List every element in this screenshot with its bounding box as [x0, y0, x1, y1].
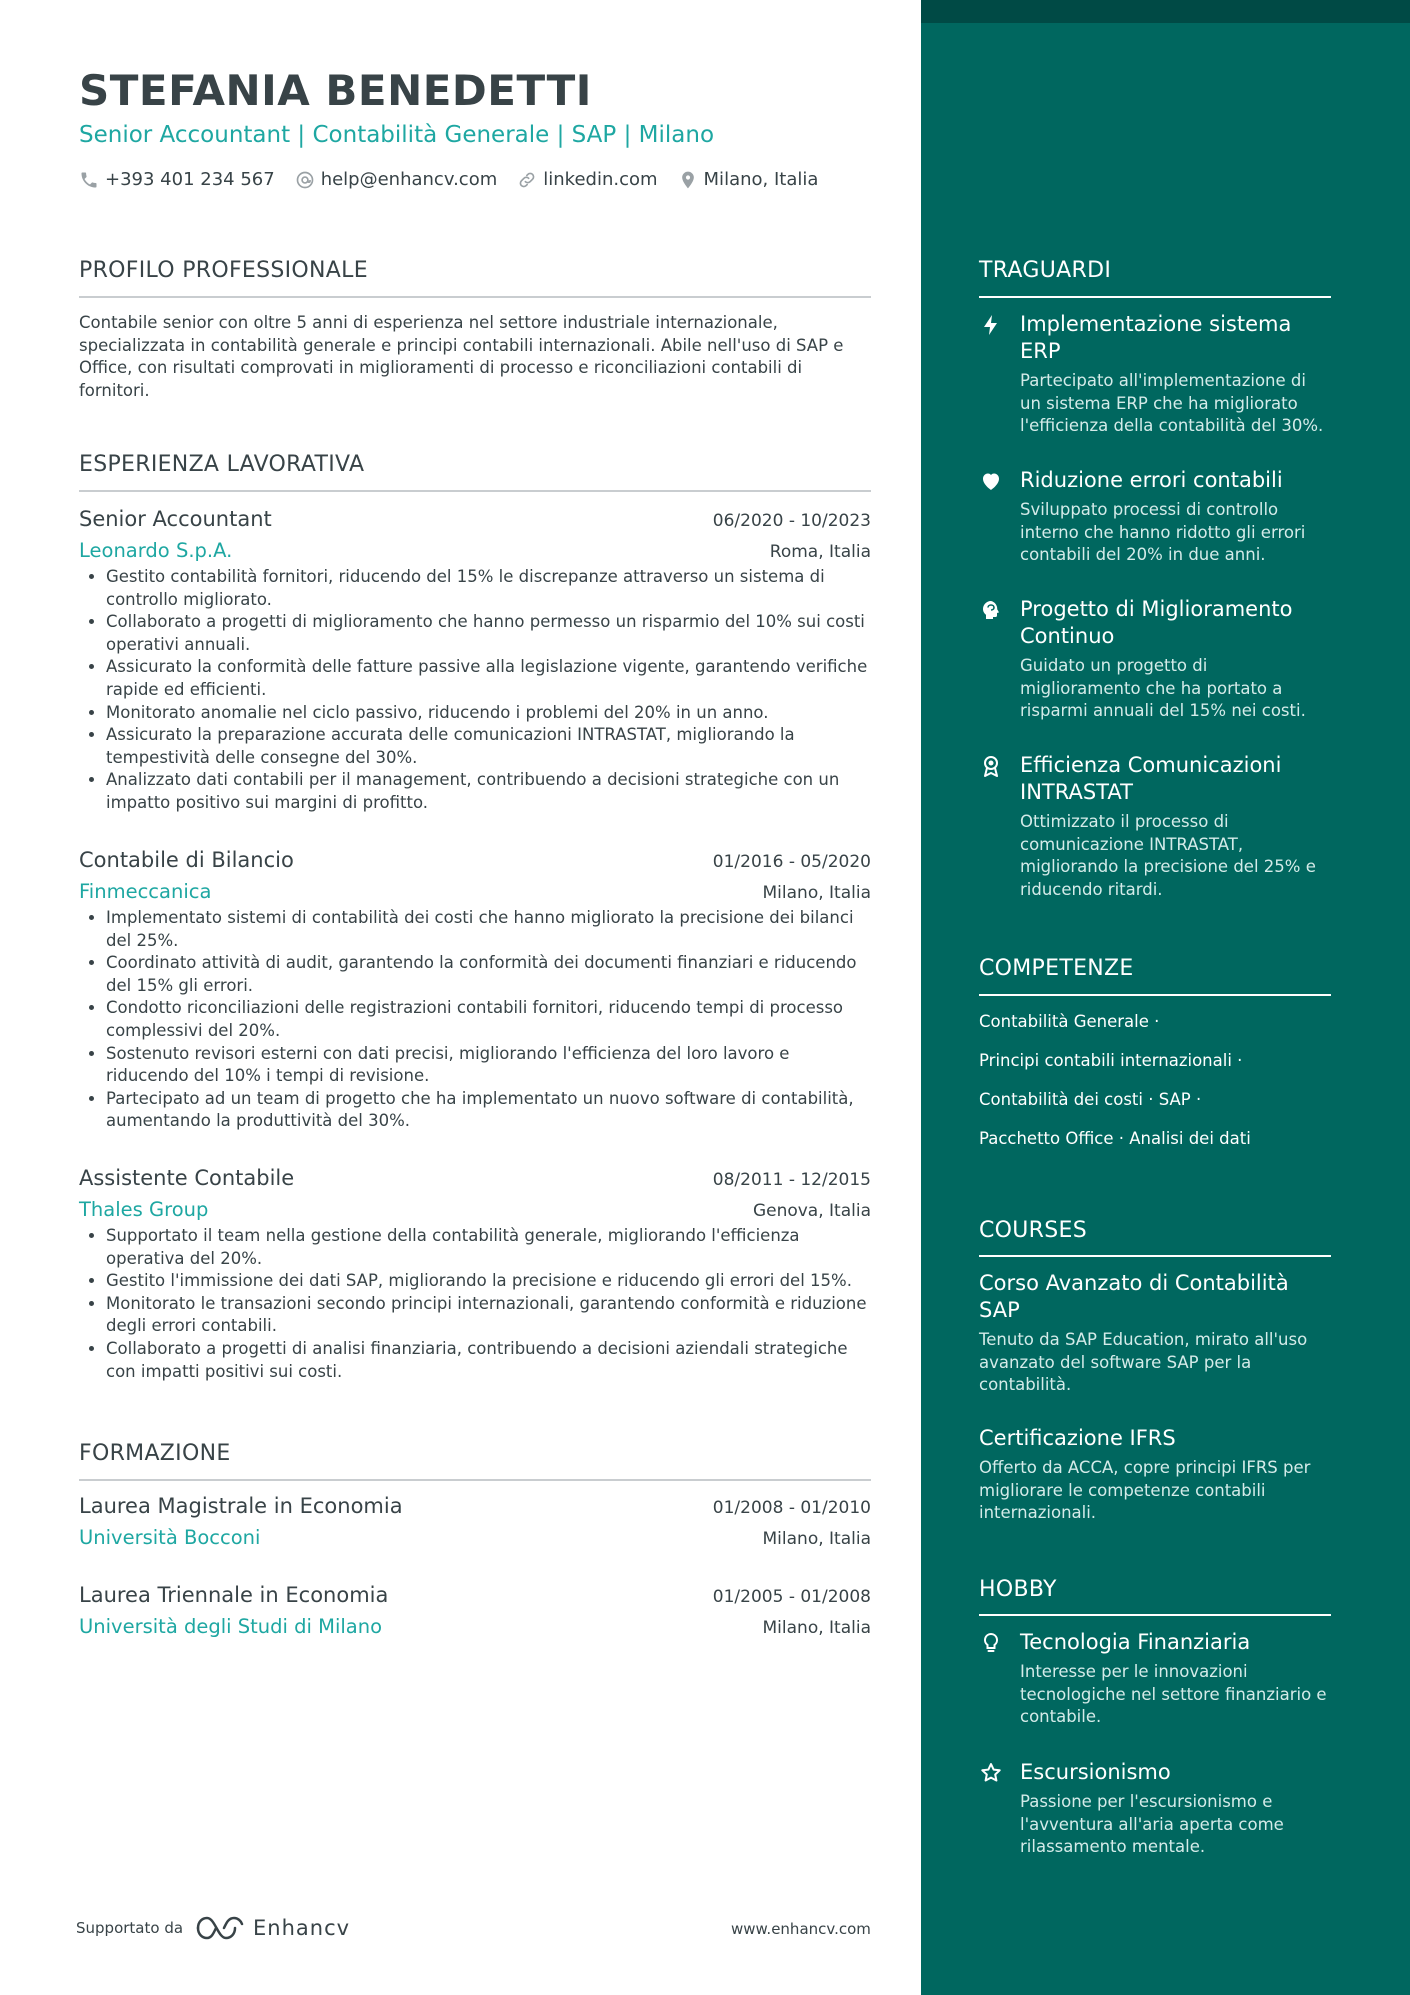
achievement-description: Sviluppato processi di controllo interno che hanno ridotto gli errori contabili del 20% in due anni. — [1020, 500, 1306, 565]
education-entry — [79, 1583, 871, 1638]
section-divider — [979, 1614, 1331, 1616]
job-dates: 01/2016 - 05/2020 — [712, 852, 871, 872]
sidebar — [921, 0, 1410, 1995]
job-entry — [79, 1166, 871, 1383]
section-title-education: FORMAZIONE — [79, 1441, 231, 1466]
website-link[interactable]: www.enhancv.com — [731, 1920, 871, 1938]
hobby-title: Tecnologia Finanziaria — [1020, 1630, 1251, 1654]
degree: Laurea Magistrale in Economia — [79, 1494, 403, 1518]
skill-line: Principi contabili internazionali · — [979, 1051, 1243, 1070]
job-bullets — [79, 1225, 871, 1383]
list-item: • Collaborato a progetti di miglioramento che hanno permesso un risparmio del 10% sui costi operativi annuali. — [106, 611, 871, 656]
achievement-title: Riduzione errori contabili — [1020, 468, 1283, 492]
list-item: • Coordinato attività di audit, garantendo la conformità dei documenti finanziari e riducendo del 15% gli errori. — [106, 952, 871, 997]
course-description: Offerto da ACCA, copre principi IFRS per migliorare le competenze contabili internazionali. — [979, 1458, 1311, 1523]
job-location: Genova, Italia — [752, 1201, 871, 1221]
powered-by-text: Supportato da — [76, 1919, 184, 1937]
list-item: • Supportato il team nella gestione della contabilità generale, migliorando l'efficienza operativa del 20%. — [106, 1225, 871, 1270]
contact-bar — [79, 169, 838, 190]
job-location: Milano, Italia — [762, 883, 871, 903]
degree: Laurea Triennale in Economia — [79, 1583, 389, 1607]
heart-icon — [979, 469, 1003, 493]
job-company[interactable]: Thales Group — [79, 1198, 209, 1221]
achievement-title: Efficienza Comunicazioni INTRASTAT — [1020, 753, 1282, 804]
achievement-description: Partecipato all'implementazione di un sistema ERP che ha migliorato l'efficienza della contabilità del 30%. — [1020, 371, 1324, 436]
section-divider — [79, 1479, 871, 1481]
job-role: Contabile di Bilancio — [79, 848, 294, 872]
list-item: • Implementato sistemi di contabilità dei costi che hanno migliorato la precisione dei bilanci del 25%. — [106, 907, 871, 952]
job-company[interactable]: Finmeccanica — [79, 880, 212, 903]
job-bullets — [79, 566, 871, 815]
school[interactable]: Università degli Studi di Milano — [79, 1615, 383, 1638]
footer-branding — [76, 1913, 350, 1943]
section-title-courses: COURSES — [979, 1218, 1087, 1243]
profile-summary: Contabile senior con oltre 5 anni di esperienza nel settore industriale internazionale, specializzata in contabilità generale e principi contabili internazionali. Abile nell'uso di SAP e Office, con risultati comprovati in miglioramenti di processo e riconciliazioni contabili di fornitori. — [79, 313, 844, 400]
list-item: • Partecipato ad un team di progetto che ha implementato un nuovo software di contabilità, aumentando la produttività del 30%. — [106, 1088, 871, 1133]
job-dates: 08/2011 - 12/2015 — [712, 1170, 871, 1190]
course-item — [979, 1425, 1331, 1525]
hobby-title: Escursionismo — [1020, 1760, 1171, 1784]
skill-line: Contabilità dei costi · SAP · — [979, 1090, 1202, 1109]
job-role: Assistente Contabile — [79, 1166, 295, 1190]
job-company[interactable]: Leonardo S.p.A. — [79, 539, 233, 562]
job-entry — [79, 848, 871, 1133]
course-title: Corso Avanzato di Contabilità SAP — [979, 1271, 1289, 1322]
phone-icon — [79, 170, 99, 190]
contact-email[interactable] — [295, 169, 498, 190]
achievement-title: Implementazione sistema ERP — [1020, 312, 1292, 363]
section-title-achievements: TRAGUARDI — [979, 258, 1112, 283]
achievement-title: Progetto di Miglioramento Continuo — [1020, 597, 1293, 648]
list-item: • Assicurato la conformità delle fatture passive alla legislazione vigente, garantendo verifiche rapide ed efficienti. — [106, 656, 871, 701]
section-title-skills: COMPETENZE — [979, 956, 1134, 981]
school[interactable]: Università Bocconi — [79, 1526, 261, 1549]
lightbulb-icon — [979, 1631, 1003, 1655]
achievement-item — [979, 311, 1331, 438]
section-divider — [979, 1255, 1331, 1257]
job-role: Senior Accountant — [79, 507, 272, 531]
section-divider — [979, 994, 1331, 996]
job-location: Roma, Italia — [769, 542, 871, 562]
list-item: • Monitorato le transazioni secondo principi internazionali, garantendo conformità e riduzione degli errori contabili. — [106, 1293, 871, 1338]
list-item: • Condotto riconciliazioni delle registrazioni contabili fornitori, riducendo tempi di processo complessivi del 20%. — [106, 997, 871, 1042]
section-title-profile: PROFILO PROFESSIONALE — [79, 258, 368, 283]
section-divider — [79, 490, 871, 492]
enhancv-logo-icon — [195, 1913, 245, 1943]
section-divider — [79, 296, 871, 298]
course-item — [979, 1270, 1331, 1397]
hobby-item — [979, 1629, 1331, 1729]
education-location: Milano, Italia — [762, 1529, 871, 1549]
education-dates: 01/2008 - 01/2010 — [712, 1498, 871, 1518]
list-item: • Sostenuto revisori esterni con dati precisi, migliorando l'efficienza del loro lavoro e riducendo del 10% i tempi di revisione. — [106, 1043, 871, 1088]
course-description: Tenuto da SAP Education, mirato all'uso avanzato del software SAP per la contabilità. — [979, 1330, 1308, 1395]
skill-line: Pacchetto Office · Analisi dei dati — [979, 1129, 1251, 1148]
list-item: • Analizzato dati contabili per il management, contribuendo a decisioni strategiche con un impatto positivo sui margini di profitto. — [106, 769, 871, 814]
section-title-hobbies: HOBBY — [979, 1577, 1057, 1602]
education-entry — [79, 1494, 871, 1549]
course-title: Certificazione IFRS — [979, 1426, 1176, 1450]
achievement-item — [979, 596, 1331, 723]
hobby-description: Passione per l'escursionismo e l'avventura all'aria aperta come rilassamento mentale. — [1020, 1792, 1284, 1857]
section-divider — [979, 296, 1331, 298]
star-icon — [979, 1761, 1003, 1785]
achievement-item — [979, 752, 1331, 901]
education-dates: 01/2005 - 01/2008 — [712, 1587, 871, 1607]
achievement-description: Ottimizzato il processo di comunicazione INTRASTAT, migliorando la precisione del 25% e riducendo ritardi. — [1020, 812, 1316, 899]
section-title-experience: ESPERIENZA LAVORATIVA — [79, 452, 365, 477]
list-item: • Collaborato a progetti di analisi finanziaria, contribuendo a decisioni aziendali strategiche con impatti positivi sui costi. — [106, 1338, 871, 1383]
link-icon — [517, 170, 537, 190]
job-entry — [79, 507, 871, 815]
bolt-icon — [979, 313, 1003, 337]
sidebar-top-band — [921, 0, 1410, 23]
list-item: • Gestito contabilità fornitori, riducendo del 15% le discrepanze attraverso un sistema di controllo migliorato. — [106, 566, 871, 611]
skill-line: Contabilità Generale · — [979, 1012, 1160, 1031]
contact-phone[interactable] — [79, 169, 275, 190]
brain-icon — [979, 598, 1003, 622]
phone-text: +393 401 234 567 — [105, 169, 275, 190]
hobby-item — [979, 1759, 1331, 1859]
location-text: Milano, Italia — [703, 169, 819, 190]
candidate-name: STEFANIA BENEDETTI — [79, 66, 592, 115]
achievement-description: Guidato un progetto di miglioramento che ha portato a risparmi annuali del 15% nei costi. — [1020, 656, 1306, 721]
list-item: • Monitorato anomalie nel ciclo passivo, riducendo i problemi del 20% in un anno. — [106, 702, 871, 725]
list-item: • Gestito l'immissione dei dati SAP, migliorando la precisione e riducendo gli errori del 15%. — [106, 1270, 871, 1293]
achievement-item — [979, 467, 1331, 567]
hobby-description: Interesse per le innovazioni tecnologiche nel settore finanziario e contabile. — [1020, 1662, 1327, 1727]
brand-name: Enhancv — [253, 1916, 351, 1940]
job-bullets — [79, 907, 871, 1133]
contact-location — [678, 169, 819, 190]
linkedin-text: linkedin.com — [543, 169, 658, 190]
headline: Senior Accountant | Contabilità Generale | SAP | Milano — [79, 122, 715, 148]
email-text: help@enhancv.com — [320, 169, 498, 190]
award-icon — [979, 754, 1003, 778]
map-pin-icon — [678, 170, 698, 190]
contact-linkedin[interactable] — [517, 169, 657, 190]
at-icon — [295, 170, 315, 190]
education-location: Milano, Italia — [762, 1618, 871, 1638]
list-item: • Assicurato la preparazione accurata delle comunicazioni INTRASTAT, migliorando la tempestività delle consegne del 30%. — [106, 724, 871, 769]
job-dates: 06/2020 - 10/2023 — [712, 511, 871, 531]
